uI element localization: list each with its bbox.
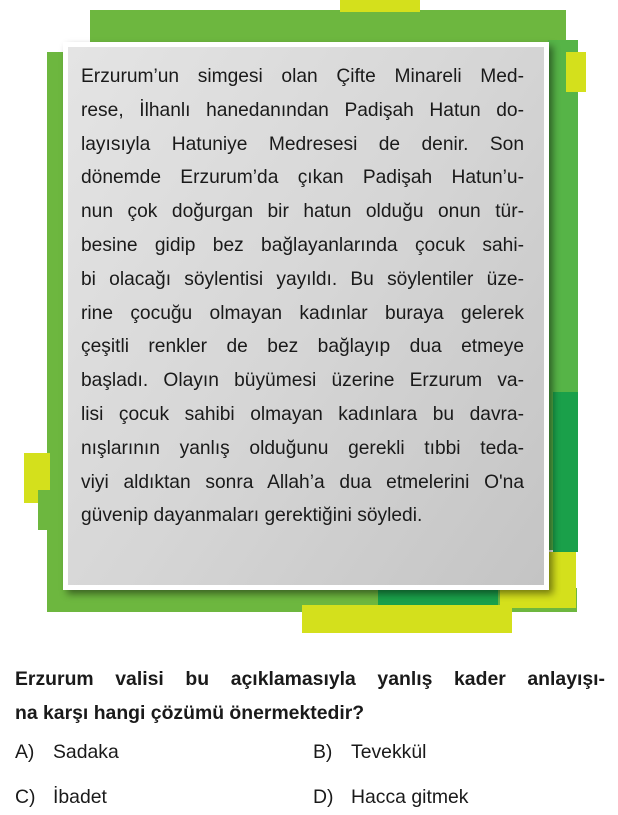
question-stem [15, 662, 605, 730]
frame-left-mid [38, 490, 50, 530]
frame-bottom-dark [378, 590, 498, 606]
passage-line: lisi çocuk sahibi olmayan kadınlara bu davra- [81, 403, 524, 425]
option-c[interactable] [15, 786, 107, 809]
passage-line: dönemde Erzurum’da çıkan Padişah Hatun’u- [81, 167, 524, 189]
passage-line: rese, İlhanlı hanedanından Padişah Hatun do- [81, 99, 524, 121]
option-letter: B) [313, 741, 333, 763]
frame-bottom-accent [302, 605, 512, 633]
option-a[interactable] [15, 741, 119, 764]
option-letter: D) [313, 786, 334, 808]
passage-line: Erzurum’un simgesi olan Çifte Minareli Med- [81, 66, 524, 87]
passage-line: besine gidip bez bağlayanlarında çocuk sahi- [81, 234, 524, 256]
option-text: Hacca gitmek [351, 786, 469, 808]
option-text: Sadaka [53, 741, 119, 763]
passage-line: nışlarının yanlış olduğunu gerekli tıbbi teda- [81, 437, 524, 459]
passage-line: bi olacağı söylentisi yayıldı. Bu söylentiler üze- [81, 268, 524, 290]
passage-line: nun çok doğurgan bir hatun olduğu onun tür- [81, 201, 524, 223]
passage-line: başladı. Olayın büyümesi üzerine Erzurum va- [81, 370, 524, 392]
option-letter: A) [15, 741, 35, 763]
passage-line: çeşitli renkler de bez bağlayıp dua etmeye [81, 336, 524, 358]
option-b[interactable] [313, 741, 426, 764]
question-line: Erzurum valisi bu açıklamasıyla yanlış kader anlayışı- [15, 668, 605, 690]
option-d[interactable] [313, 786, 468, 809]
passage-line: güvenip dayanmaları gerektiğini söyledi. [81, 505, 423, 527]
question-line: na karşı hangi çözümü önermektedir? [15, 702, 365, 724]
passage-line: rine çocuğu olmayan kadınlar buraya gelerek [81, 302, 524, 324]
frame-right-dark-accent [553, 392, 578, 552]
frame-top-right-accent [340, 0, 420, 12]
frame-right-top-accent [566, 52, 586, 92]
frame-top-bar [90, 10, 566, 42]
option-letter: C) [15, 786, 36, 808]
option-text: İbadet [53, 786, 107, 808]
passage-line: layısıyla Hatuniye Medresesi de denir. Son [81, 133, 524, 155]
reading-passage [81, 60, 524, 533]
passage-line: viyi aldıktan sonra Allah’a dua etmelerini O'na [81, 471, 524, 493]
option-text: Tevekkül [351, 741, 427, 763]
